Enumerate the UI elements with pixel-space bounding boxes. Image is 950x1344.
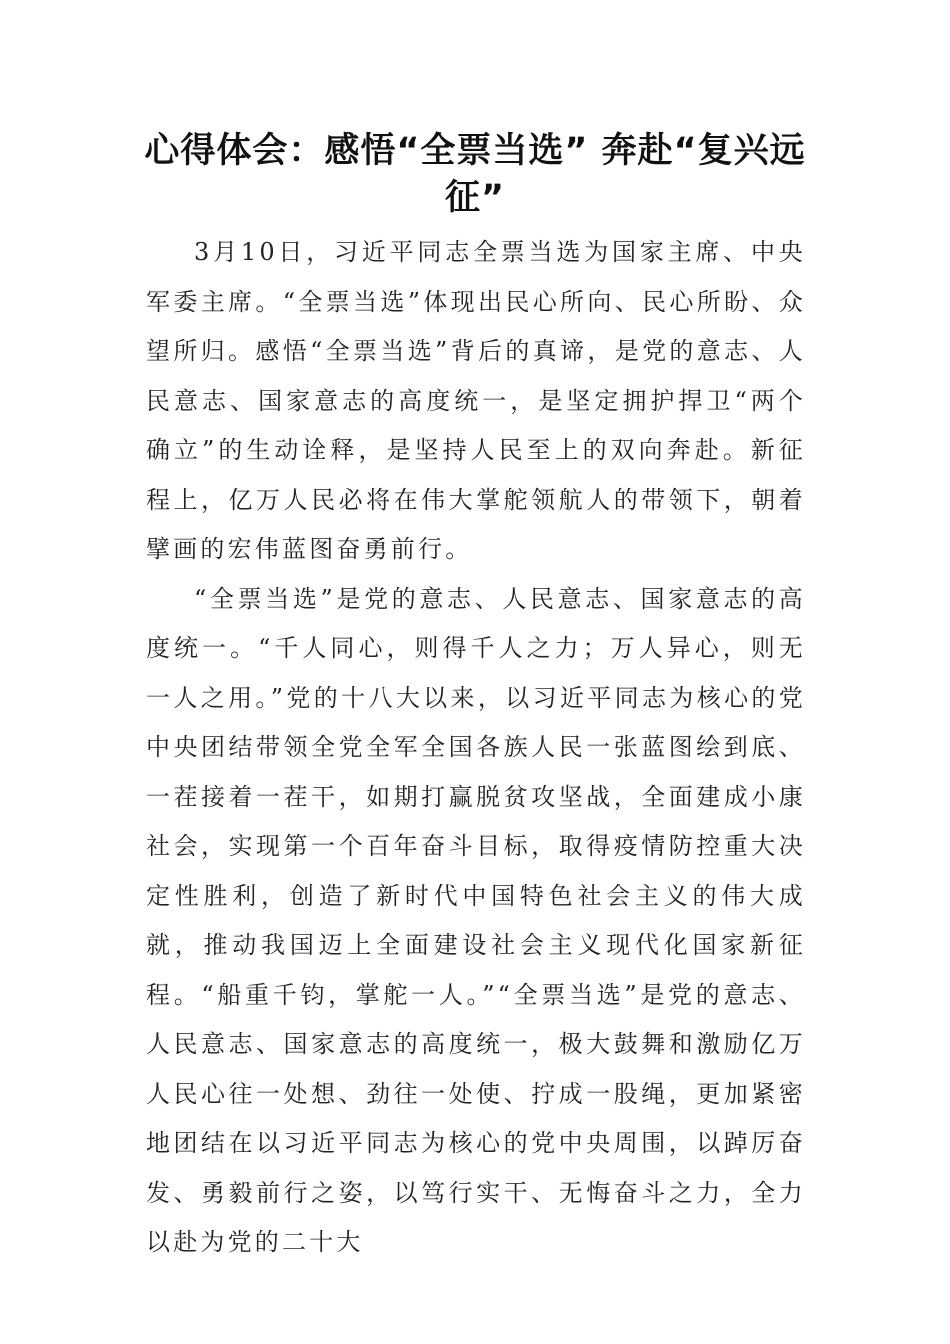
document-body	[146, 228, 806, 1268]
paragraph-1: 3月10日，习近平同志全票当选为国家主席、中央军委主席。“全票当选”体现出民心所向、民心所盼、众望所归。感悟“全票当选”背后的真谛，是党的意志、人民意志、国家意志的高度统一，是坚定拥护捍卫“两个确立”的生动诠释，是坚持人民至上的双向奔赴。新征程上，亿万人民必将在伟大掌舵领航人的带领下，朝着擘画的宏伟蓝图奋勇前行。	[146, 238, 806, 563]
document-title: 心得体会：感悟“全票当选” 奔赴“复兴远征”	[144, 131, 806, 218]
paragraph-2: “全票当选”是党的意志、人民意志、国家意志的高度统一。“千人同心，则得千人之力；万人异心，则无一人之用。”党的十八大以来，以习近平同志为核心的党中央团结带领全党全军全国各族人民一张蓝图绘到底、一茬接着一茬干，如期打赢脱贫攻坚战，全面建成小康社会，实现第一个百年奋斗目标，取得疫情防控重大决定性胜利，创造了新时代中国特色社会主义的伟大成就，推动我国迈上全面建设社会主义现代化国家新征程。“船重千钧，掌舵一人。”“全票当选”是党的意志、人民意志、国家意志的高度统一，极大鼓舞和激励亿万人民心往一处想、劲往一处使、拧成一股绳，更加紧密地团结在以习近平同志为核心的党中央周围，以踔厉奋发、勇毅前行之姿，以笃行实干、无悔奋斗之力，全力以赴为党的二十大	[146, 584, 806, 1256]
